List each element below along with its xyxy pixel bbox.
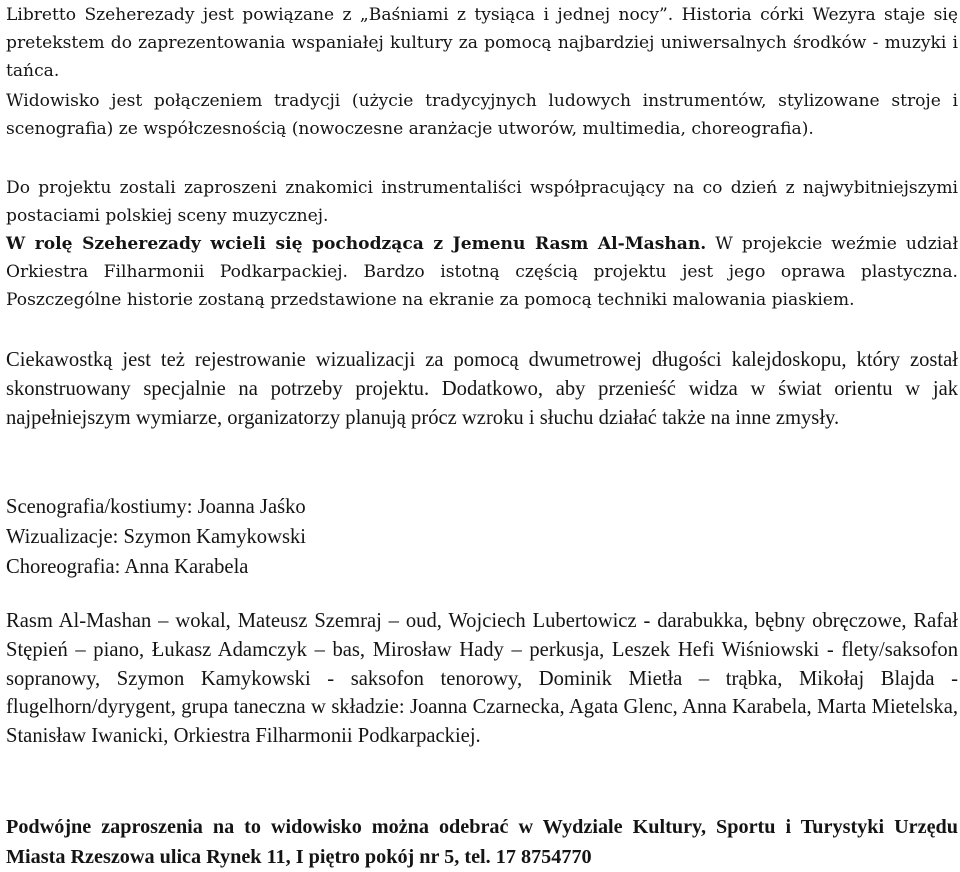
cast-info-paragraph — [6, 230, 958, 314]
musicians-paragraph: Do projektu zostali zaproszeni znakomici instrumentaliści współpracujący na co dzień z najwybitniejszymi postaciami polskiej sceny muzycznej. — [6, 178, 958, 227]
credit-scenography: Scenografia/kostiumy: Joanna Jaśko — [6, 496, 306, 518]
kaleidoscope-text: Ciekawostką jest też rejestrowanie wizualizacji za pomocą dwumetrowej długości kalejdoskopu, który został skonstruowany specjalnie na potrzeby projektu. — [6, 349, 958, 400]
credit-visuals: Wizualizacje: Szymon Kamykowski — [6, 526, 306, 548]
kaleidoscope-paragraph — [6, 346, 958, 432]
cast-list-paragraph: Rasm Al-Mashan – wokal, Mateusz Szemraj – oud, Wojciech Lubertowicz - darabukka, bębny obręczowe, Rafał Stępień – piano, Łukasz Adamczyk – bas, Mirosław Hady – perkusja, Leszek Hefi Wiśniowski - flety/saksofon sopranowy, Szymon Kamykowski - saksofon tenorowy, Dominik Mietła – trąbka, Mikołaj Blajda - flugelhorn/dyrygent, grupa taneczna w składzie: Joanna Czarnecka, Agata Glenc, Anna Karabela, Marta Mietelska, Stanisław Iwanicki, Orkiestra Filharmonii Podkarpackiej. — [6, 610, 958, 748]
credits-block — [6, 492, 958, 582]
senses-text: Dodatkowo, aby przenieść widza w świat orientu w jak najpełniejszym wymiarze, organizatorzy planują prócz wzroku i słuchu działać także na inne zmysły. — [6, 377, 959, 429]
cast-info-text: W projekcie weźmie udział Orkiestra Filharmonii Podkarpackiej. Bardzo istotną częścią projektu jest jego oprawa plastyczna. Poszczególne historie zostaną przedstawione na ekranie za pomocą techniki malowania piaskiem. — [6, 234, 959, 311]
intro-paragraph: Libretto Szeherezady jest powiązane z „Baśniami z tysiąca i jednej nocy”. Historia córki Wezyra staje się pretekstem do zaprezentowania wspaniałej kultury za pomocą najbardziej uniwersalnych środków - muzyki i tańca. — [6, 5, 958, 82]
performance-paragraph: Widowisko jest połączeniem tradycji (użycie tradycyjnych ludowych instrumentów, stylizowane stroje i scenografia) ze współczesnością (nowoczesne aranżacje utworów, multimedia, choreografia). — [6, 91, 958, 140]
invitation-notice: Podwójne zaproszenia na to widowisko można odebrać w Wydziale Kultury, Sportu i Turystyki Urzędu Miasta Rzeszowa ulica Rynek 11, I piętro pokój nr 5, tel. 17 8754770 — [6, 816, 958, 868]
credit-choreography: Choreografia: Anna Karabela — [6, 556, 249, 578]
lead-singer-highlight: W rolę Szeherezady wcieli się pochodząca z Jemenu Rasm Al-Mashan. — [6, 234, 707, 254]
